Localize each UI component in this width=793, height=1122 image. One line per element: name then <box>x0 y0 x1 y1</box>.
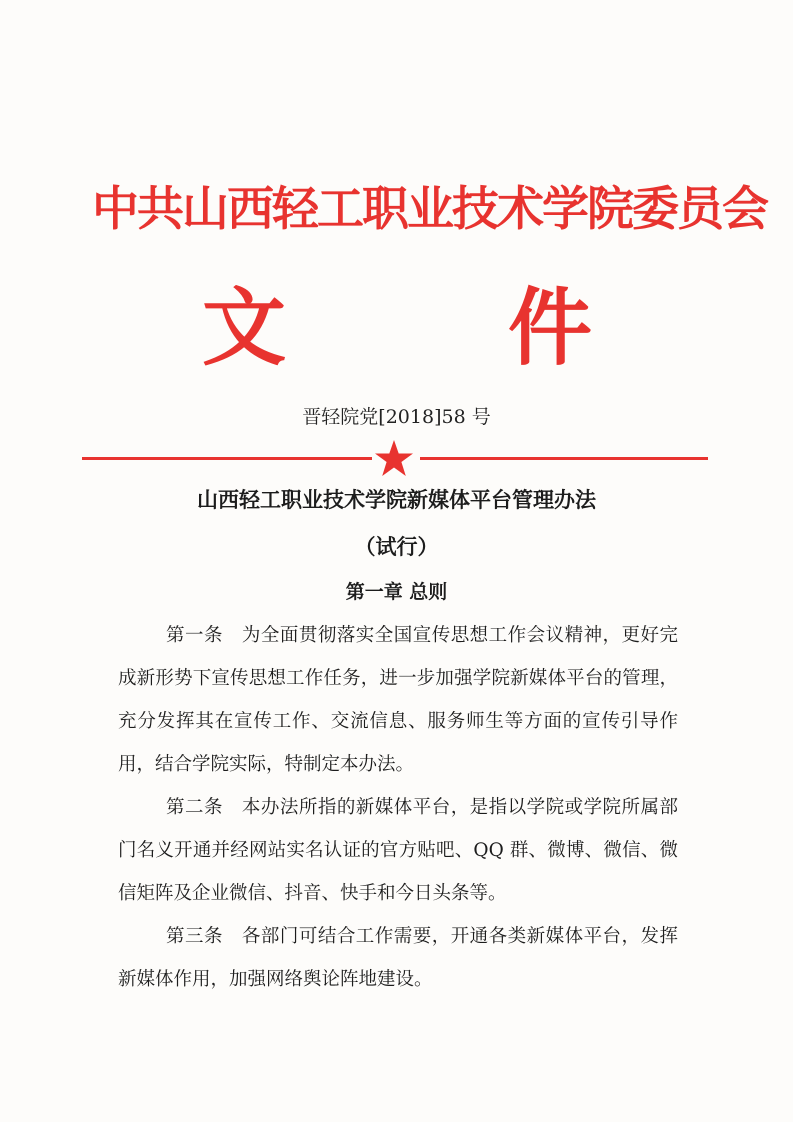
article-2: 第二条 本办法所指的新媒体平台，是指以学院或学院所属部门名义开通并经网站实名认证的官方贴吧、QQ 群、微博、微信、微信矩阵及企业微信、抖音、快手和今日头条等。 <box>118 797 678 904</box>
red-star-icon <box>374 439 414 477</box>
document-number: 晋轻院党[2018]58 号 <box>302 406 491 428</box>
document-subtitle: （试行） <box>354 535 439 559</box>
doc-word-wen: 文 <box>202 279 287 377</box>
org-header-title: 中共山西轻工职业技术学院委员会 <box>92 182 767 237</box>
article-3: 第三条 各部门可结合工作需要，开通各类新媒体平台，发挥新媒体作用，加强网络舆论阵地建设。 <box>118 926 678 990</box>
document-title: 山西轻工职业技术学院新媒体平台管理办法 <box>197 488 596 512</box>
article-1: 第一条 为全面贯彻落实全国宣传思想工作会议精神，更好完成新形势下宣传思想工作任务，进一步加强学院新媒体平台的管理，充分发挥其在宣传工作、交流信息、服务师生等方面的宣传引导作用，结合学院实际，特制定本办法。 <box>118 625 678 775</box>
red-divider-left <box>82 457 372 460</box>
document-header <box>92 280 702 376</box>
red-divider-right <box>420 457 708 460</box>
doc-word-jian: 件 <box>507 279 592 377</box>
chapter-heading: 第一章 总则 <box>345 581 448 603</box>
